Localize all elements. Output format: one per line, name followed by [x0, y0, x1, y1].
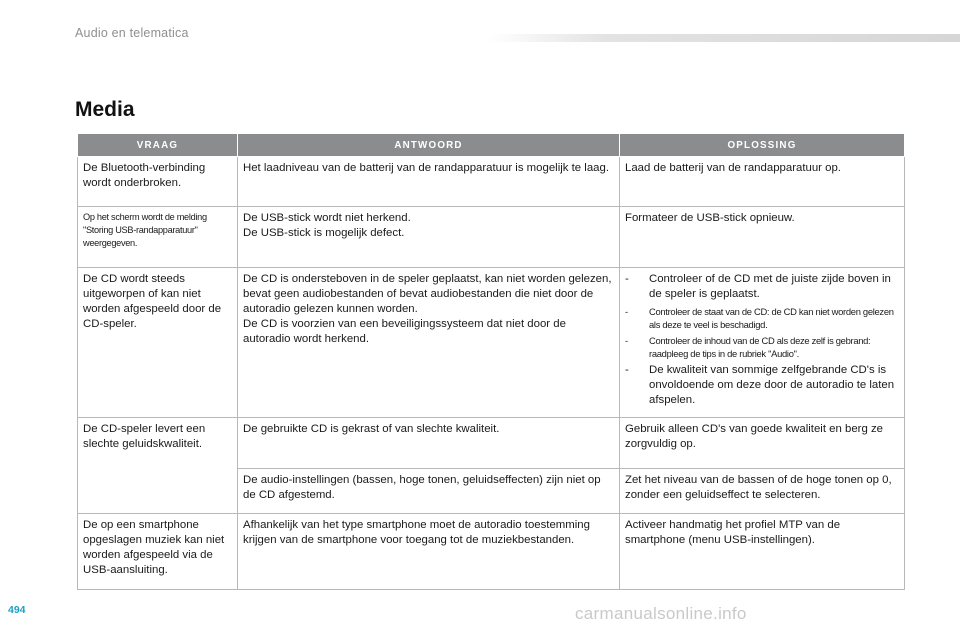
troubleshooting-table — [77, 133, 905, 590]
answer-cell — [238, 268, 620, 418]
section-title: Media — [75, 98, 135, 121]
question-cell: De CD wordt steeds uitgeworpen of kan niet worden afgespeeld door de CD-speler. — [78, 268, 238, 418]
solution-cell: Gebruik alleen CD's van goede kwaliteit en berg ze zorgvuldig op. — [620, 418, 905, 469]
answer-line: De USB-stick is mogelijk defect. — [243, 227, 405, 239]
question-cell: De Bluetooth-verbinding wordt onderbroken. — [78, 157, 238, 207]
answer-cell — [238, 207, 620, 268]
question-cell: De CD-speler levert een slechte geluidskwaliteit. — [78, 418, 238, 514]
watermark: carmanualsonline.info — [575, 604, 747, 623]
page-number: 494 — [8, 604, 26, 616]
table-row — [78, 207, 905, 268]
solution-list — [625, 272, 899, 408]
column-header-solution: OPLOSSING — [620, 134, 905, 157]
chapter-title: Audio en telematica — [75, 26, 189, 40]
solution-cell: Formateer de USB-stick opnieuw. — [620, 207, 905, 268]
solution-cell — [620, 268, 905, 418]
table-row — [78, 418, 905, 469]
question-cell: Op het scherm wordt de melding "Storing USB-randapparatuur" weergegeven. — [78, 207, 238, 268]
table-row — [78, 268, 905, 418]
answer-cell: Afhankelijk van het type smartphone moet de autoradio toestemming krijgen van de smartphone voor toegang tot de muziekbestanden. — [238, 514, 620, 590]
table-row — [78, 157, 905, 207]
table-row — [78, 514, 905, 590]
solution-item: - Controleer de inhoud van de CD als deze zelf is gebrand: raadpleeg de tips in de rubriek "Audio". — [625, 334, 899, 360]
answer-line: De USB-stick wordt niet herkend. — [243, 212, 411, 224]
solution-item: - De kwaliteit van sommige zelfgebrande CD's is onvoldoende om deze door de autoradio te laten afspelen. — [625, 363, 899, 408]
solution-cell: Zet het niveau van de bassen of de hoge tonen op 0, zonder een geluidseffect te selecteren. — [620, 469, 905, 514]
answer-paragraph: De CD is voorzien van een beveiligingssysteem dat niet door de autoradio wordt herkend. — [243, 318, 566, 345]
solution-item: - Controleer de staat van de CD: de CD kan niet worden gelezen als deze te veel is beschadigd. — [625, 305, 899, 331]
table-header-row — [78, 134, 905, 157]
answer-cell: Het laadniveau van de batterij van de randapparatuur is mogelijk te laag. — [238, 157, 620, 207]
solution-cell: Laad de batterij van de randapparatuur op. — [620, 157, 905, 207]
answer-cell: De gebruikte CD is gekrast of van slechte kwaliteit. — [238, 418, 620, 469]
header-divider — [488, 34, 960, 42]
answer-paragraph: De CD is ondersteboven in de speler geplaatst, kan niet worden gelezen, bevat geen audiobestanden of bevat audiobestanden die niet door de autoradio gelezen kunnen worden. — [243, 273, 612, 315]
solution-item: - Controleer of de CD met de juiste zijde boven in de speler is geplaatst. — [625, 272, 899, 302]
column-header-question: VRAAG — [78, 134, 238, 157]
question-cell: De op een smartphone opgeslagen muziek kan niet worden afgespeeld via de USB-aansluiting. — [78, 514, 238, 590]
column-header-answer: ANTWOORD — [238, 134, 620, 157]
solution-cell: Activeer handmatig het profiel MTP van de smartphone (menu USB-instellingen). — [620, 514, 905, 590]
answer-cell: De audio-instellingen (bassen, hoge tonen, geluidseffecten) zijn niet op de CD afgestemd. — [238, 469, 620, 514]
